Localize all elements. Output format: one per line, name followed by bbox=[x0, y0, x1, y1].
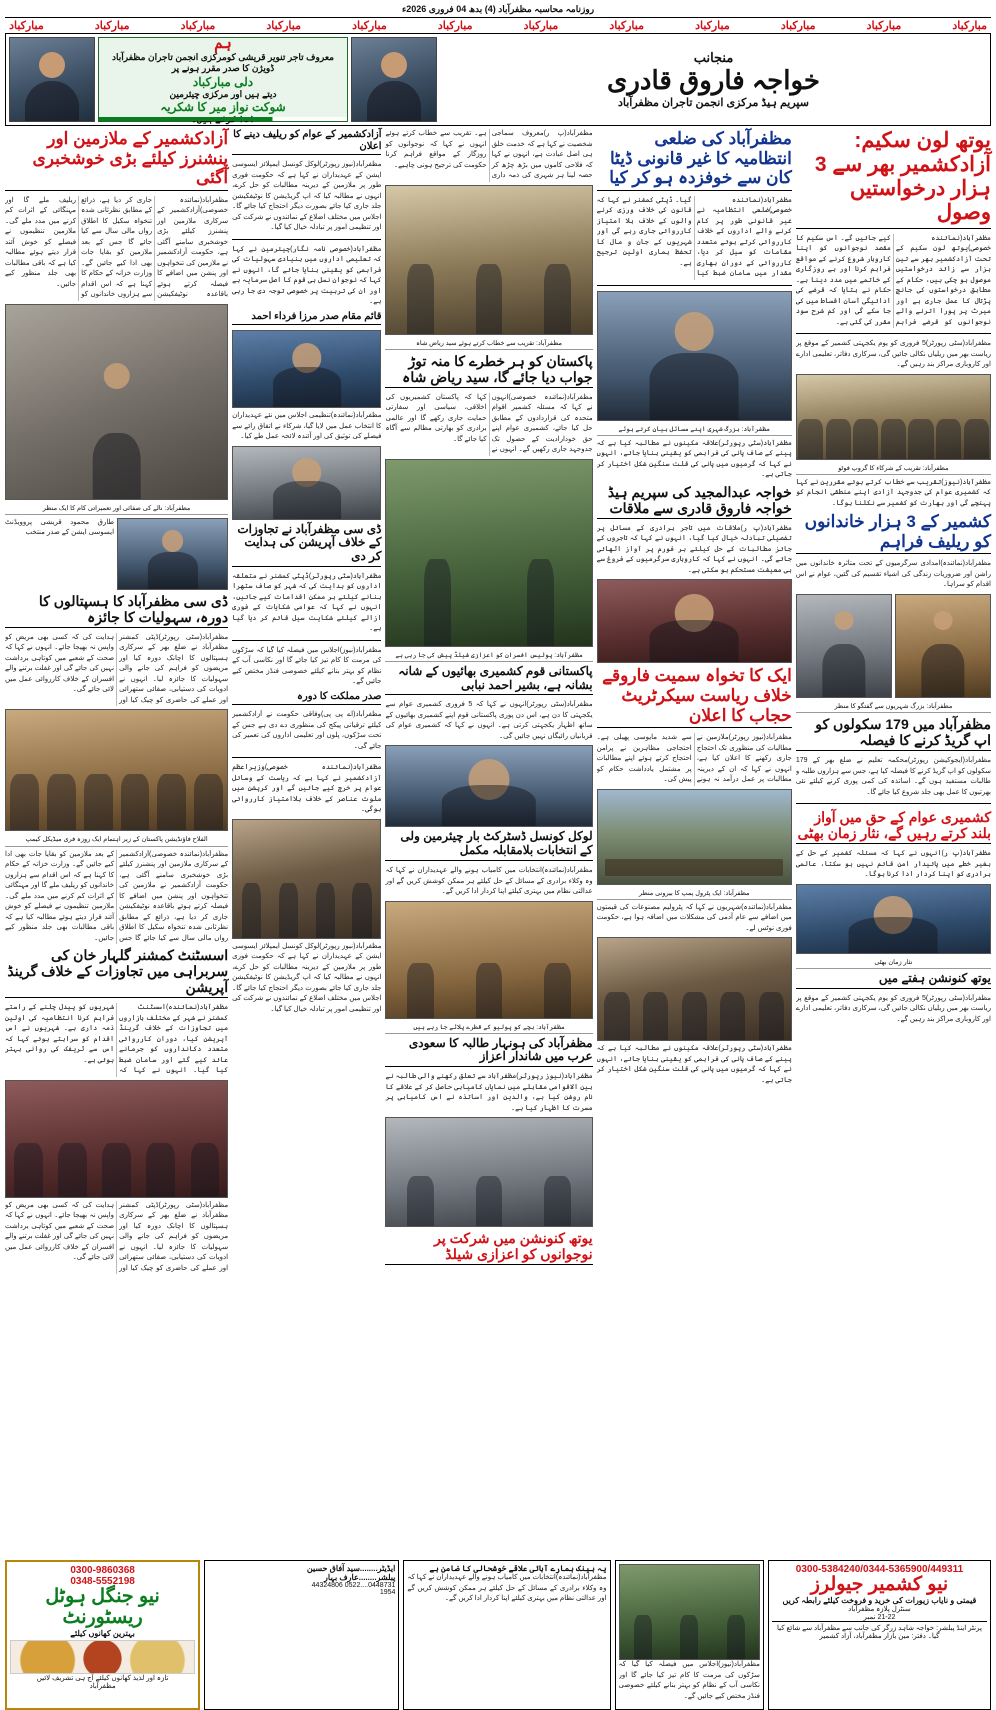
photo-caption: طارق محمود قریشی پروویڈنٹ ایسوسی ایشن کے صدر منتخب bbox=[5, 518, 115, 537]
greeting-item: مبارکباد bbox=[609, 20, 644, 32]
ad-highlight: دلی مبارکباد bbox=[192, 74, 254, 89]
since-year: 1954 bbox=[379, 1589, 396, 1596]
ad-line-3: شوکت نواز میر کا شکریہ bbox=[160, 99, 286, 114]
headline-secondary: ڈی سی مظفرآباد کا ہسپتالوں کا دورہ، سہولیات کا جائزہ bbox=[5, 593, 228, 628]
news-photo bbox=[619, 1564, 760, 1660]
greeting-item: مبارکباد bbox=[9, 20, 44, 32]
photo-caption: مظفرآباد: پولیس افسران کو اعزازی شیلڈ پیش کی جا رہی ہے bbox=[385, 650, 592, 662]
article-body: مظفرآباد(نمائندہ)تنظیمی اجلاس میں نئے عہدیداران کا انتخاب عمل میں لایا گیا، شرکاء نے اتفاق رائے سے فیصلے کی توثیق کی اور آئندہ لائحہ عمل طے کیا۔ bbox=[232, 412, 382, 440]
footer-photo-block bbox=[615, 1560, 764, 1710]
greeting-item: مبارکباد bbox=[352, 20, 387, 32]
news-photo bbox=[895, 594, 991, 698]
article-body: مظفرآباد(نیوز رپورٹر)ملازمین نے مطالبات کی منظوری تک احتجاج جاری رکھنے کا اعلان کیا ہے، انہوں نے کہا کہ ان کے دیرینہ مطالبات پر عمل درآمد نہ ہونے سے شدید مایوسی پھیلی ہے۔ احتجاجی مظاہرین نے پرامن احتجاج کرتے ہوئے اپنے مطالبات پر مشتمل یادداشت حکام کو پیش کی۔ bbox=[596, 734, 792, 784]
masthead-photo-right bbox=[351, 37, 437, 122]
article-body: مظفرآباد(پ ر)انہوں نے کہا کہ مسئلہ کشمیر کے حل کے بغیر خطے میں پائیدار امن قائم نہیں ہو سکتا، عالمی برادری کو اپنا کردار ادا کرنا ہوگا۔ bbox=[795, 850, 991, 879]
article-body: مظفرآباد(پ ر)معروف سماجی شخصیت نے کہا ہے کہ خدمت خلق ہی اصل عبادت ہے، انہوں نے کہا کہ فلاحی کاموں میں بڑھ چڑھ کر حصہ لینا ہر شہری کی ذمہ داری ہے۔ تقریب سے خطاب کرتے ہوئے انہوں نے کہا کہ نوجوانوں کو روزگار کے مواقع فراہم کرنا حکومت کی ترجیح ہونی چاہیے۔ bbox=[385, 130, 593, 179]
headline-minor: یوتھ کنونشن میں شرکت پر نوجوانوں کو اعزازی شیلڈ bbox=[385, 1230, 592, 1265]
ad-tagline: قیمتی و نایاب زیورات کی خرید و فروخت کیلئے رابطہ کریں bbox=[782, 1595, 977, 1605]
news-photo bbox=[597, 291, 792, 421]
photo-pair bbox=[796, 594, 991, 698]
headline-tertiary: لوکل کونسل ڈسٹرکٹ بار چیئرمین ولی کے انتخابات بلامقابلہ مکمل bbox=[385, 830, 592, 861]
ad-shop-number: 21-22 نمبر bbox=[863, 1613, 896, 1621]
greeting-item: مبارکباد bbox=[952, 20, 987, 32]
headline-secondary: قائم مقام صدر مرزا فرداء احمد bbox=[232, 311, 381, 326]
news-photo bbox=[597, 789, 792, 885]
restaurant-ad bbox=[5, 1560, 200, 1710]
headline-lead: آزادکشمیر کے عوام کو ریلیف دینے کا اعلان bbox=[232, 129, 381, 155]
food-image bbox=[10, 1640, 195, 1674]
headline-tertiary: مظفرآباد میں 179 سکولوں کو اپ گریڈ کرنے کا فیصلہ bbox=[796, 716, 991, 751]
news-photo bbox=[796, 594, 892, 698]
photo-caption: مظفرآباد: تقریب کے شرکاء کا گروپ فوٹو bbox=[796, 463, 991, 475]
page-date-line: روزنامہ محاسبہ مظفرآباد (4) بدھ 04 فروری 2026ء bbox=[401, 4, 595, 14]
article-body: مظفرآباد(پ ر)ملاقات میں تاجر برادری کے مسائل پر تفصیلی تبادلہ خیال کیا گیا، انہوں نے کہا کہ تاجروں کے جائز مطالبات کے حل کیلئے ہر فورم پر آواز اٹھائی جائے گی۔ انہوں نے کہا کہ کاروباری سرگرمیوں کے فروغ سے ہی معیشت مستحکم ہو سکتی ہے۔ bbox=[596, 524, 792, 574]
column-5 bbox=[5, 129, 228, 1557]
column-3 bbox=[385, 129, 592, 1557]
headline-secondary: پاکستانی قوم کشمیری بھائیوں کے شانہ بشانہ ہے، بشیر احمد نبابی bbox=[385, 665, 592, 696]
article-body: مظفرآباد(نمائندہ خصوصی)وزیراعظم آزادکشمیر نے کہا ہے کہ ریاست کے وسائل عوام پر خرچ کیے جائیں گے اور کرپشن میں ملوث عناصر کے خلاف بلاامتیاز کارروائی ہوگی۔ bbox=[232, 764, 382, 814]
ad-phone-numbers[interactable]: 0300-5384240/0344-5365900/449311 bbox=[795, 1564, 964, 1575]
article-body: مظفرآباد(نمائندہ خصوصی)ضلعی انتظامیہ نے غیر قانونی طور پر کام کرنے والے اداروں کے خلاف کارروائی کرتے ہوئے متعدد مقامات کو سیل کر دیا، کارروائی کے دوران بھاری مقدار میں سامان ضبط کیا گیا۔ ڈپٹی کمشنر نے کہا کہ قانون کی خلاف ورزی کرنے والوں کے خلاف بلا امتیاز کارروائی جاری رہے گی اور شہریوں کے جان و مال کا تحفظ ہماری اولین ترجیح ہے۔ bbox=[596, 196, 792, 278]
headline-lead: آزادکشمیر کے ملازمین اور پنشنرز کیلئے بڑی خوشخبری آگئی bbox=[5, 129, 228, 191]
ad-tagline: بہترین کھانوں کیلئے bbox=[70, 1628, 135, 1638]
article-body: مظفرآباد(سٹی رپورٹر)5 فروری کو یوم یکجہتی کشمیر کے موقع پر ریاست بھر میں ریلیاں نکالی جائیں گی، سرکاری دفاتر، تعلیمی ادارے اور کاروباری مراکز بند رہیں گے۔ bbox=[795, 340, 991, 369]
headline-secondary: خواجہ عبدالمجید کی سپریم ہیڈ خواجہ فاروق قادری سے ملاقات bbox=[597, 484, 792, 519]
headline-tertiary: ایک کا تخواہ سمیت فاروقے خلاف ریاست سیکرٹریٹ حجاب کا اعلان bbox=[597, 666, 792, 728]
ad-line-1: معروف تاجر تنویر قریشی کومرکزی انجمن تاجران مظفرآباد ڈویژن کا صدر مقرر ہونے پر bbox=[112, 52, 334, 74]
article-body: مظفرآباد(نیوز)اجلاس میں فیصلہ کیا گیا کہ سڑکوں کی مرمت کا کام تیز کیا جائے گا اور نکاسی آب کے نظام کو بہتر بنانے کیلئے خصوصی فنڈز مختص کیے جائیں گے۔ bbox=[232, 646, 382, 686]
article-body: مظفرآباد(نیوز رپورٹر)لوکل کونسل ایمپلائز ایسوسی ایشن کے عہدیداران نے کہا ہے کہ حکومت فوری طور پر ملازمین کے دیرینہ مطالبات کو حل کرے، انہوں نے مطالبہ کیا کہ اپ گریڈیشن کا نوٹیفکیشن جلد جاری کیا جائے بصورت دیگر احتجاج کیا جائے گا۔ اجلاس میں مختلف اضلاع کے نمائندوں نے شرکت کی اور تنظیمی امور پر تبادلہ خیال کیا گیا۔ bbox=[232, 161, 382, 231]
photo-pair bbox=[5, 518, 228, 590]
photo-caption: مظفرآباد: تقریب سے خطاب کرتے ہوئے سید ریاض شاہ bbox=[385, 338, 592, 350]
article-body: مظفرآباد(سٹی رپورٹر)علاقہ مکینوں نے مطالبہ کیا ہے کہ پینے کے صاف پانی کی فراہمی کو یقینی بنایا جائے، انہوں نے کہا کہ گرمیوں میں پانی کی قلت سنگین شکل اختیار کر جاتی ہے۔ bbox=[596, 1045, 792, 1084]
news-photo bbox=[385, 901, 592, 1019]
article-body: مظفرآباد(سٹی رپورٹر)ڈپٹی کمشنر مظفرآباد نے ضلع بھر کے سرکاری ہسپتالوں کا اچانک دورہ کیا اور مریضوں کو فراہم کی جانے والی سہولیات کا جائزہ لیا۔ انہوں نے ادویات کی دستیابی، صفائی ستھرائی اور عملے کی حاضری کو چیک کیا اور ہدایت کی کہ کسی بھی مریض کو واپس نہ بھیجا جائے۔ انہوں نے کہا کہ صحت کے شعبے میں کوتاہی برداشت نہیں کی جائے گی اور غفلت برتنے والے افسران کے خلاف کارروائی عمل میں لائی جائے گی۔ bbox=[5, 1201, 229, 1272]
headline-secondary: کشمیر کے 3 ہزار خاندانوں کو ریلیف فراہم bbox=[796, 512, 991, 554]
photo-caption: مظفرآباد: نالے کی صفائی اور تعمیراتی کام کا ایک منظر bbox=[5, 503, 228, 515]
greeting-item: مبارکباد bbox=[780, 20, 816, 32]
photo-caption: مظفرآباد: بزرگ شہری اپنے مسائل بیان کرتے ہوئے bbox=[597, 424, 792, 436]
article-body: مظفرآباد(سٹی رپورٹر)ڈپٹی کمشنر مظفرآباد نے ضلع بھر کے سرکاری ہسپتالوں کا اچانک دورہ کیا اور مریضوں کو فراہم کی جانے والی سہولیات کا جائزہ لیا۔ انہوں نے ادویات کی دستیابی، صفائی ستھرائی اور عملے کی حاضری کو چیک کیا اور ہدایت کی کہ کسی بھی مریض کو واپس نہ بھیجا جائے۔ انہوں نے کہا کہ صحت کے شعبے میں کوتاہی برداشت نہیں کی جائے گی اور غفلت برتنے والے افسران کے خلاف کارروائی عمل میں لائی جائے گی۔ bbox=[5, 633, 229, 704]
article-body: مظفرآباد(نمائندہ)انتخابات میں کامیاب ہونے والے عہدیداران نے کہا کہ وہ وکلاء برادری کے مسائل کے حل کیلئے ہر ممکن کوشش کریں گے اور عدالتی نظام میں بہتری کیلئے اپنا کردار ادا کریں گے۔ bbox=[407, 1574, 607, 1602]
article-body: مظفرآباد(خصوصی نامہ نگار)چیئرمین نے کہا کہ تعلیمی اداروں میں بنیادی سہولیات کی فراہمی کو یقینی بنایا جائے گا، انہوں نے کہا کہ نوجوان نسل ہی قوم کا اصل سرمایہ ہے اور ان کی تربیت پر خصوصی توجہ دی جا رہی ہے۔ bbox=[232, 245, 382, 305]
greeting-item: مبارکباد bbox=[94, 20, 130, 32]
photo-caption: نثار زمان بھٹی bbox=[796, 957, 991, 969]
article-body: مظفرآباد(سٹی رپورٹر)ڈپٹی کمشنر نے متعلقہ اداروں کو ہدایت کی کہ شہر کو صاف ستھرا بنانے کیلئے ہر ممکن اقدامات کیے جائیں، انہوں نے کہا کہ عوامی شکایات کے فوری ازالے کیلئے شکایت سیل قائم کر دیا گیا ہے۔ bbox=[232, 572, 382, 633]
ad-subtext: تازہ اور لذیذ کھانوں کیلئے آج ہی تشریف لائیں bbox=[36, 1674, 169, 1682]
article-body: مظفرآباد(نمائندہ خصوصی)آزادکشمیر کے سرکاری ملازمین اور پنشنرز کیلئے بڑی خوشخبری سامنے آگئی ہے، حکومت آزادکشمیر نے ملازمین کی تنخواہوں اور پنشن میں اضافے کا فیصلہ کرتے ہوئے باقاعدہ نوٹیفکیشن جاری کر دیا ہے، ذرائع کے مطابق نظرثانی شدہ تنخواہ سکیل کا اطلاق رواں مالی سال سے کیا جائے گا جس کے بعد ملازمین کو بقایا جات بھی ادا کیے جائیں گے۔ وزارت خزانہ کے حکام کا کہنا ہے کہ اس اقدام سے ہزاروں خاندانوں کو ریلیف ملے گا اور مہنگائی کے اثرات کم کرنے میں مدد ملے گی۔ ملازمین تنظیموں نے فیصلے کو خوش آئند قرار دیتے ہوئے مطالبہ کیا ہے کہ باقی مطالبات بھی جلد منظور کیے جائیں۔ bbox=[5, 196, 229, 299]
article-body: مظفرآباد(ایجوکیشن رپورٹر)محکمہ تعلیم نے ضلع بھر کے 179 سکولوں کو اپ گریڈ کرنے کا فیصلہ کیا ہے، جس سے ہزاروں طلبہ و طالبات مستفید ہوں گے۔ اساتذہ کی کمی پوری کرنے کیلئے نئی بھرتیوں کا عمل بھی جلد شروع کیا جائے گا۔ bbox=[795, 757, 991, 796]
contact-numbers[interactable]: 0448731....0522 44324806 bbox=[311, 1582, 396, 1589]
ad-address: سنٹرل پلازہ مظفرآباد bbox=[848, 1605, 911, 1613]
headline-quaternary: کشمیری عوام کے حق میں آواز بلند کرتے رہیں گے، نثار زمان بھٹی bbox=[796, 809, 991, 844]
masthead-congrats-ad bbox=[98, 37, 348, 122]
article-body: مظفرآباد(نمائندہ)شہریوں نے کہا کہ پٹرولیم مصنوعات کی قیمتوں میں اضافے سے عام آدمی کی مشکلات میں اضافہ ہوا ہے، حکومت فوری نوٹس لے۔ bbox=[596, 903, 792, 932]
masthead-center bbox=[440, 37, 987, 122]
column-4 bbox=[232, 129, 381, 1557]
portrait-photo bbox=[385, 745, 592, 827]
portrait-photo bbox=[117, 518, 228, 590]
masthead-photo-left bbox=[9, 37, 95, 122]
photo-caption: الفلاح فاؤنڈیشن پاکستان کے زیر اہتمام ایک روزہ فری میڈیکل کیمپ bbox=[5, 834, 228, 846]
greeting-item: مبارکباد bbox=[695, 20, 730, 32]
article-body: مظفرآباد(نمائندہ)انتخابات میں کامیاب ہونے والے عہدیداران نے کہا کہ وہ وکلاء برادری کے مسائل کے حل کیلئے ہر ممکن کوشش کریں گے اور عدالتی نظام میں بہتری کیلئے اپنا کردار ادا کریں گے۔ bbox=[385, 867, 593, 896]
portrait-photo bbox=[796, 884, 991, 954]
article-body: مظفرآباد(نمائندہ)اسسٹنٹ کمشنر نے شہر کے مختلف بازاروں میں تجاوزات کے خلاف گرینڈ آپریشن کیا، دوران کارروائی متعدد دکانداروں کو جرمانے عائد کیے گئے اور سامان ضبط کیا گیا۔ انہوں نے کہا کہ شہریوں کو پیدل چلنے کے راستے فراہم کرنا انتظامیہ کی اولین ذمہ داری ہے۔ شہریوں نے اس اقدام کو سراہتے ہوئے کہا کہ اس سے ٹریفک کی روانی بہتر ہوئی ہے۔ bbox=[5, 1004, 229, 1075]
jeweller-ad bbox=[768, 1560, 991, 1710]
article-body: مظفرآباد(نیوز)اجلاس میں فیصلہ کیا گیا کہ سڑکوں کی مرمت کا کام تیز کیا جائے گا اور نکاسی آب کے نظام کو بہتر بنانے کیلئے خصوصی فنڈز مختص کیے جائیں گے۔ bbox=[618, 1661, 760, 1700]
headline-quaternary: مظفرآباد کی ہونہار طالبہ کا سعودی عرب میں شاندار اعزاز bbox=[385, 1037, 592, 1068]
ad-phone-numbers[interactable]: 0300-9860368 bbox=[70, 1565, 135, 1576]
news-photo bbox=[5, 1080, 228, 1198]
news-photo bbox=[796, 374, 991, 460]
ad-brand-title: نیو کشمیر جیولرز bbox=[810, 1574, 949, 1595]
photo-caption: مظفرآباد: بزرگ شہریوں سے گفتگو کا منظر bbox=[796, 701, 991, 713]
news-photo bbox=[5, 709, 228, 831]
headline-lead: پاکستان کو ہر خطرے کا منہ توڑ جواب دیا جائے گا، سید ریاض شاہ bbox=[385, 353, 592, 388]
greeting-item: مبارکباد bbox=[437, 20, 473, 32]
photo-caption: مظفرآباد: بچے کو پولیو کے قطرے پلائے جا رہے ہیں bbox=[385, 1022, 592, 1034]
masthead-person-title: سپریم ہیڈ مرکزی انجمن تاجران مظفرآباد bbox=[618, 96, 809, 109]
article-body: مظفرآباد(نمائندہ)امدادی سرگرمیوں کے تحت متاثرہ خاندانوں میں راشن اور ضروریات زندگی کی اشیاء تقسیم کی گئیں، عوام نے اس اقدام کو سراہا۔ bbox=[795, 560, 991, 589]
headline-minor: یوتھ کنونشن ہفتے میں bbox=[796, 972, 991, 989]
ad-city: مظفرآباد bbox=[89, 1682, 116, 1690]
article-body: مظفرآباد(اے پی پی)وفاقی حکومت نے آزادکشمیر کیلئے ترقیاتی پیکج کی منظوری دے دی ہے جس کے تحت سڑکوں، پلوں اور تعلیمی اداروں کی تعمیر کی جائے گی۔ bbox=[232, 711, 382, 750]
footer-bank-ad bbox=[403, 1560, 610, 1710]
article-body: مظفرآباد(نیوز رپورٹر)لوکل کونسل ایمپلائز ایسوسی ایشن کے عہدیداران نے کہا ہے کہ حکومت فوری طور پر ملازمین کے دیرینہ مطالبات کو حل کرے، انہوں نے مطالبہ کیا کہ اپ گریڈیشن کا نوٹیفکیشن جلد جاری کیا جائے بصورت دیگر احتجاج کیا جائے گا۔ اجلاس میں مختلف اضلاع کے نمائندوں نے شرکت کی اور تنظیمی امور پر تبادلہ خیال کیا گیا۔ bbox=[232, 942, 382, 1013]
masthead-right-headline: منجانب bbox=[693, 50, 734, 66]
portrait-photo bbox=[232, 330, 381, 408]
headline-lead: مظفرآباد کی ضلعی انتظامیہ کا غیر قانونی ڈیٹا کان سے خوفزدہ ہو کر کیا bbox=[597, 129, 792, 191]
article-body: مظفرآباد(نیوز رپورٹر)مظفرآباد سے تعلق رکھنے والی طالبہ نے بین الاقوامی مقابلے میں نمایاں کامیابی حاصل کر کے علاقے کا نام روشن کیا ہے، والدین اور اساتذہ نے اس کامیابی پر مسرت کا اظہار کیا ہے۔ bbox=[385, 1073, 593, 1112]
greeting-item: مبارکباد bbox=[266, 20, 301, 32]
ad-line-2: دیتے ہیں اور مرکزی چیئرمین bbox=[169, 88, 277, 99]
news-photo bbox=[597, 937, 792, 1041]
masthead-banner bbox=[5, 34, 991, 126]
bank-ad-text: یہ بینک ہمارے آبائی علاقے خوشحالی کا ضامن ہے bbox=[429, 1564, 607, 1573]
article-body: مظفرآباد(نمائندہ خصوصی)یوتھ لون سکیم کے تحت آزادکشمیر بھر سے تین ہزار سے زائد درخواستیں موصول ہو چکی ہیں، حکام کے مطابق درخواستوں کی جانچ پڑتال کا عمل جاری ہے اور میرٹ پر پورا اترنے والے نوجوانوں کو قرضے فراہم کیے جائیں گے۔ اس سکیم کا مقصد نوجوانوں کو اپنا کاروبار شروع کرنے کے مواقع فراہم کرنا اور بے روزگاری کے خاتمے میں مدد دینا ہے۔ حکام نے بتایا کہ قرضے کی ادائیگی آسان اقساط میں کی جا سکے گی اور کم شرح سود مقرر کی گئی ہے۔ bbox=[795, 234, 991, 326]
ad-brand-title: نیو جنگل ہوٹل ریسٹورنٹ bbox=[45, 1586, 160, 1628]
article-body: مظفرآباد(نمائندہ خصوصی)آزادکشمیر کے سرکاری ملازمین اور پنشنرز کیلئے بڑی خوشخبری سامنے آگئی ہے، حکومت آزادکشمیر نے ملازمین کی تنخواہوں اور پنشن میں اضافے کا فیصلہ کرتے ہوئے باقاعدہ نوٹیفکیشن جاری کر دیا ہے، ذرائع کے مطابق نظرثانی شدہ تنخواہ سکیل کا اطلاق رواں مالی سال سے کیا جائے گا جس کے بعد ملازمین کو بقایا جات بھی ادا کیے جائیں گے۔ وزارت خزانہ کے حکام کا کہنا ہے کہ اس اقدام سے ہزاروں خاندانوں کو ریلیف ملے گا اور مہنگائی کے اثرات کم کرنے میں مدد ملے گی۔ ملازمین تنظیموں نے فیصلے کو خوش آئند قرار دیتے ہوئے مطالبہ کیا ہے کہ باقی مطالبات بھی جلد منظور کیے جائیں۔ bbox=[5, 850, 229, 942]
masthead-person-name: خواجہ فاروق قادری bbox=[607, 65, 820, 96]
headline-quaternary: صدر مملکت کا دورہ bbox=[232, 691, 381, 706]
ad-ham-label: ہم bbox=[214, 35, 232, 53]
headline-tertiary: ڈی سی مظفرآباد نے تجاوزات کے خلاف آپریشن کی ہدایت کر دی bbox=[232, 523, 381, 567]
footer-ads bbox=[5, 1560, 991, 1710]
news-photo bbox=[232, 819, 381, 939]
article-body: مظفرآباد(سٹی رپورٹر)5 فروری کو یوم یکجہتی کشمیر کے موقع پر ریاست بھر میں ریلیاں نکالی جائیں گی، سرکاری دفاتر، تعلیمی ادارے اور کاروباری مراکز بند رہیں گے۔ bbox=[795, 994, 991, 1023]
column-2 bbox=[597, 129, 792, 1557]
greetings-strip bbox=[5, 17, 991, 34]
headline-tertiary: اسسٹنٹ کمشنر گلہار خان کی سربراہی میں تجاوزات کے خلاف گرینڈ آپریشن bbox=[5, 947, 228, 998]
greeting-item: مبارکباد bbox=[180, 20, 216, 32]
greeting-item: مبارکباد bbox=[523, 20, 559, 32]
news-photo bbox=[5, 304, 228, 500]
greeting-item: مبارکباد bbox=[866, 20, 902, 32]
column-1 bbox=[796, 129, 991, 1557]
flag-strip-icon bbox=[99, 117, 347, 121]
portrait-photo bbox=[597, 579, 792, 663]
page-columns bbox=[5, 129, 991, 1557]
editor-line: ایڈیٹر........سید آفاق حسین bbox=[306, 1564, 396, 1573]
footer-contact-block bbox=[204, 1560, 399, 1710]
ad-phone-numbers-2[interactable]: 0348-5552198 bbox=[70, 1576, 135, 1587]
news-photo bbox=[385, 185, 592, 335]
publisher-credit: پرنٹر اینڈ پبلشر: خواجہ شاہد زرگر کی جانب سے مظفرآباد سے شائع کیا گیا۔ دفتر: مین بازار مظفرآباد، آزاد کشمیر bbox=[772, 1621, 987, 1640]
article-body: مظفرآباد(سٹی رپورٹر)علاقہ مکینوں نے مطالبہ کیا ہے کہ پینے کے صاف پانی کی فراہمی کو یقینی بنایا جائے، انہوں نے کہا کہ گرمیوں میں پانی کی قلت سنگین شکل اختیار کر جاتی ہے۔ bbox=[596, 439, 792, 479]
news-photo bbox=[385, 459, 592, 647]
news-photo bbox=[385, 1117, 592, 1227]
article-body: مظفرآباد(نیوز)تقریب سے خطاب کرتے ہوئے مقررین نے کہا کہ کشمیری عوام کی جدوجہد آزادی اپنے منطقی انجام کو پہنچے گی اور بھارت کو کشمیر سے نکلنا ہوگا۔ bbox=[795, 478, 991, 507]
photo-caption: مظفرآباد: ایک پٹرول پمپ کا بیرونی منظر bbox=[597, 888, 792, 900]
article-body: مظفرآباد(نمائندہ خصوصی)انہوں نے کہا کہ مسئلہ کشمیر اقوام متحدہ کی قراردادوں کے مطابق حل کیا جائے، کشمیری عوام اپنے حق خودارادیت کے حصول تک جدوجہد جاری رکھیں گے۔ انہوں نے کہا کہ پاکستان کشمیریوں کی اخلاقی، سیاسی اور سفارتی حمایت جاری رکھے گا اور عالمی برادری کو بھارتی مظالم سے آگاہ کیا جائے گا۔ bbox=[385, 393, 593, 454]
photo-people bbox=[797, 412, 990, 458]
publisher-line: پبلشر........عارف بہار bbox=[323, 1573, 396, 1582]
portrait-photo bbox=[232, 446, 381, 520]
article-body: مظفرآباد(سٹی رپورٹر)انہوں نے کہا کہ 5 فروری کشمیری عوام سے یکجہتی کا دن ہے، اس دن پوری پاکستانی قوم اپنے کشمیری بھائیوں کے ساتھ اظہار یکجہتی کرتی ہے۔ انہوں نے کہا کہ کشمیری عوام کی قربانیاں رائیگاں نہیں جائیں گی۔ bbox=[385, 701, 593, 740]
headline-lead: یوتھ لون سکیم: آزادکشمیر بھر سے 3 ہزار درخواستیں وصول bbox=[796, 129, 991, 229]
